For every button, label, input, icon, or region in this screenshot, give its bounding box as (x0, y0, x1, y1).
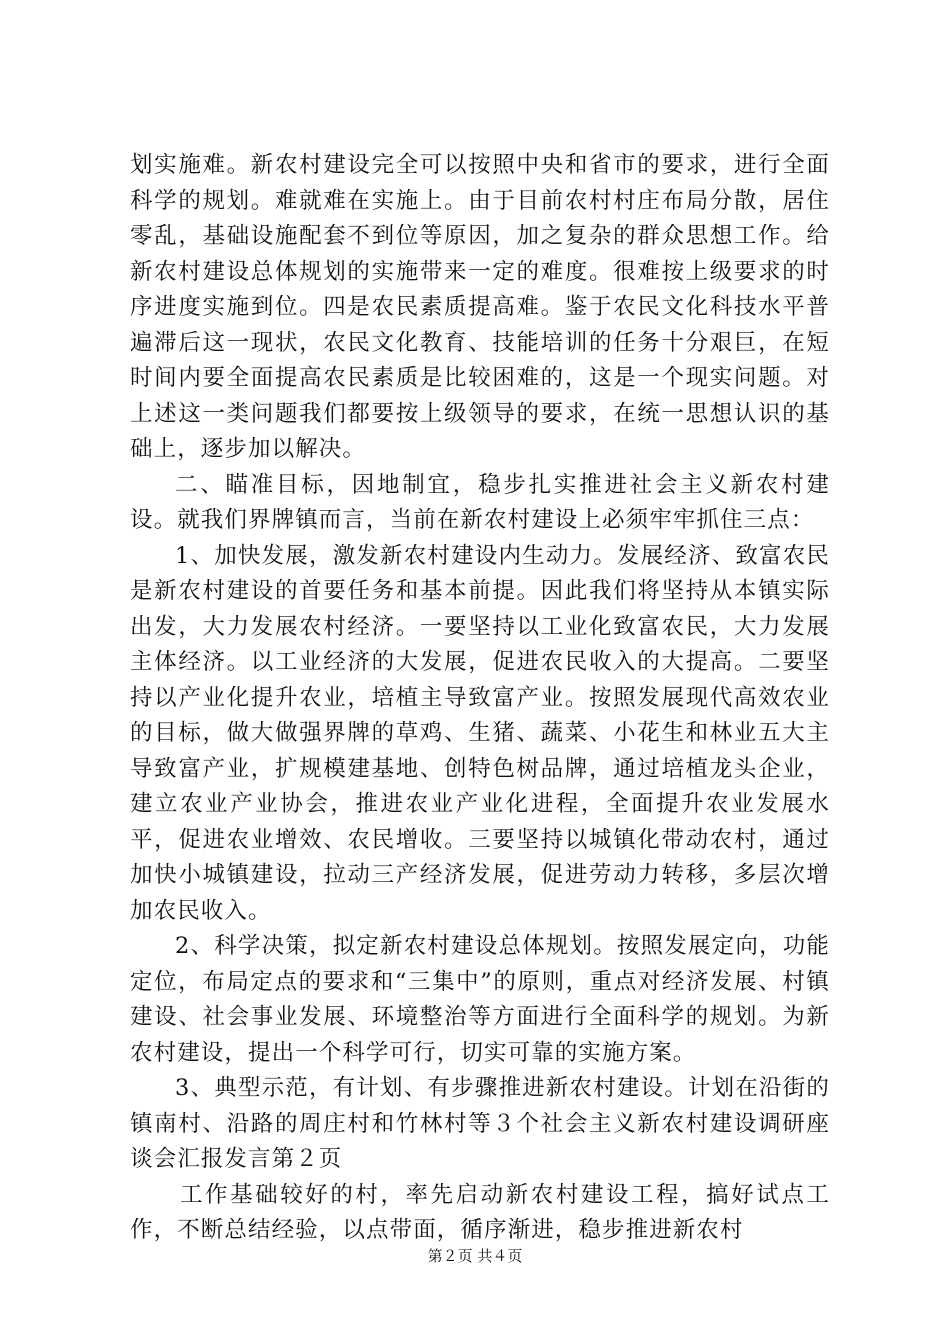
document-body (130, 148, 830, 1249)
paragraph-6: 工作基础较好的村，率先启动新农村建设工程，搞好试点工作，不断总结经验，以点带面，循序渐进，稳步推进新农村 (130, 1181, 830, 1243)
page-footer: 第２页 共４页 (427, 1247, 523, 1265)
paragraph-1: 划实施难。新农村建设完全可以按照中央和省市的要求，进行全面科学的规划。难就难在实施上。由于目前农村村庄布局分散，居住零乱，基础设施配套不到位等原因，加之复杂的群众思想工作。给新农村建设总体规划的实施带来一定的难度。很难按上级要求的时序进度实施到位。四是农民素质提高难。鉴于农民文化科技水平普遍滞后这一现状，农民文化教育、技能培训的任务十分艰巨，在短时间内要全面提高农民素质是比较困难的，这是一个现实问题。对上述这一类问题我们都要按上级领导的要求，在统一思想认识的基础上，逐步加以解决。 (130, 152, 830, 462)
paragraph-3: 1、加快发展，激发新农村建设内生动力。发展经济、致富农民是新农村建设的首要任务和基本前提。因此我们将坚持从本镇实际出发，大力发展农村经济。一要坚持以工业化致富农民，大力发展主体经济。以工业经济的大发展，促进农民收入的大提高。二要坚持以产业化提升农业，培植主导致富产业。按照发展现代高效农业的目标，做大做强界牌的草鸡、生猪、蔬菜、小花生和林业五大主导致富产业，扩规模建基地、创特色树品牌，通过培植龙头企业，建立农业产业协会，推进农业产业化进程，全面提升农业发展水平，促进农业增效、农民增收。三要坚持以城镇化带动农村，通过加快小城镇建设，拉动三产经济发展，促进劳动力转移，多层次增加农民收入。 (130, 542, 830, 924)
paragraph-2: 二、瞄准目标，因地制宜，稳步扎实推进社会主义新农村建设。就我们界牌镇而言，当前在新农村建设上必须牢牢抓住三点： (130, 471, 830, 533)
paragraph-4: 2、科学决策，拟定新农村建设总体规划。按照发展定向，功能定位，布局定点的要求和“三集中”的原则，重点对经济发展、村镇建设、社会事业发展、环境整治等方面进行全面科学的规划。为新农村建设，提出一个科学可行，切实可靠的实施方案。 (130, 933, 830, 1066)
paragraph-5: 3、典型示范，有计划、有步骤推进新农村建设。计划在沿街的镇南村、沿路的周庄村和竹林村等３个社会主义新农村建设调研座谈会汇报发言第２页 (130, 1075, 830, 1172)
